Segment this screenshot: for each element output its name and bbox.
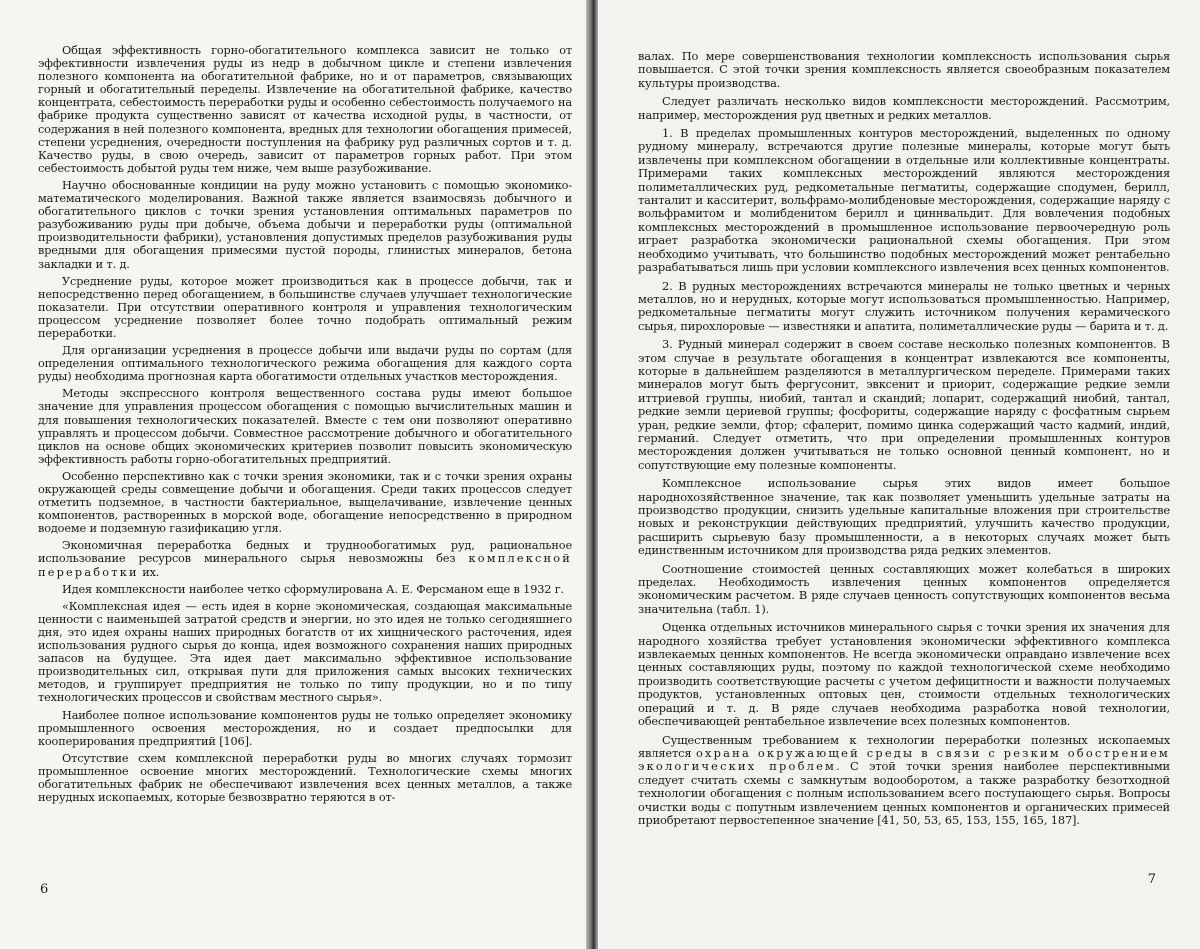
spaced-emphasis: комплексной переработки xyxy=(38,552,572,579)
quote-paragraph: «Комплексная идея — есть идея в корне экономическая, создающая максимальные ценности с наименьшей затратой средств и энергии, но это идея не только сегодняшнего дня, это идея охраны наших природных богатств от их хищнического расточения, идея использования рудного сырья до конца, идея возможного сохранения наших природных запасов на будущее. Эта идея дает максимально эффективное использование производительных сил, открывая пути для приложения самых высоких технических методов, и группирует предприятия не только по типу продукции, но и по типу технологических процессов и свойствам местного сырья». xyxy=(38,599,572,705)
paragraph: Соотношение стоимостей ценных составляющих может колебаться в широких пределах. Необходимость извлечения ценных компонентов определяется экономическим расчетом. В ряде случаев ценность сопутствующих компонентов весьма значительна (табл. 1). xyxy=(638,561,1170,616)
paragraph xyxy=(638,734,1170,828)
paragraph: Оценка отдельных источников минерального сырья с точки зрения их значения для народного хозяйства требует установления экономически эффективного комплекса извлекаемых ценных компонентов. Не всегда экономически оправдано извлечение всех ценных составляющих руды, поэтому по каждой технологической схеме необходимо производить соответствующие расчеты с учетом дефицитности и важности получаемых продуктов, установленных оптовых цен, стоимости отдельных технологических операций и т. д. В ряде случаев необходима разработка новой технологии, обеспечивающей рентабельное извлечение всех полезных компонентов. xyxy=(638,620,1170,729)
paragraph: Особенно перспективно как с точки зрения экономики, так и с точки зрения охраны окружающей среды совмещение добычи и обогащения. Среди таких процессов следует отметить подземное, в частности бактериальное, выщелачивание, извлечение ценных компонентов, растворенных в морской воде, обогащение непосредственно в природном водоеме и подземную газификацию угля. xyxy=(38,469,572,536)
paragraph xyxy=(38,539,572,578)
page-number: 6 xyxy=(40,882,49,897)
paragraph-text: их. xyxy=(138,565,160,579)
left-page-text xyxy=(38,44,572,804)
paragraph: Следует различать несколько видов комплексности месторождений. Рассмотрим, например, месторождения руд цветных и редких металлов. xyxy=(638,94,1170,122)
paragraph: Методы экспрессного контроля вещественного состава руды имеют большое значение для управления процессом обогащения с помощью вычислительных машин и для повышения технологических показателей. Вместе с тем они позволяют оперативно управлять и процессом добычи. Совместное рассмотрение добычного и обогатительного циклов на основе общих экономических критериев позволит повысить экономическую эффективность работы горно-обогатительных предприятий. xyxy=(38,387,572,466)
paragraph: валах. По мере совершенствования технологии комплексность использования сырья повышается. С этой точки зрения комплексность является своеобразным показателем культуры производства. xyxy=(638,49,1170,90)
paragraph-text: . С этой точки зрения наиболее перспективными следует считать схемы с замкнутым водооборотом, а также разработку безотходной технологии обогащения с полным использованием всего поступающего сырья. Вопросы очистки воды с попутным извлечением ценных компонентов и органических примесей приобретают первостепенное значение [41, 50, 53, 65, 153, 155, 165, 187]. xyxy=(638,759,1170,827)
paragraph: 2. В рудных месторождениях встречаются минералы не только цветных и черных металлов, но и нерудных, которые могут использоваться промышленностью. Например, редкометальные пегматиты могут служить источником получения керамического сырья, пирохлоровые — известняки и апатита, полиметаллические руды — барита и т. д. xyxy=(638,278,1170,333)
spaced-emphasis: охрана окружающей среды в связи с резким обострением экологических проблем xyxy=(638,745,1170,774)
paragraph: Научно обоснованные кондиции на руду можно установить с помощью экономико-математического моделирования. Важной также является взаимосвязь добычного и обогатительного циклов с точки зрения установления оптимальных параметров по разубоживанию руды при добыче, объема добычи и переработки руды (оптимальной производительности фабрики), установления допустимых пределов разубоживания руды вредными для обогащения примесями пустой породы, глинистых минералов, бетона закладки и т. д. xyxy=(38,178,572,271)
paragraph: 1. В пределах промышленных контуров месторождений, выделенных по одному рудному минералу, встречаются другие полезные минералы, которые могут быть извлечены при комплексном обогащении в отдельные или коллективные концентраты. Примерами таких комплексных месторождений являются месторождения полиметаллических руд, редкометальные пегматиты, содержащие сподумен, берилл, танталит и касситерит, вольфрамо-молибденовые месторождения, содержащие наряду с вольфрамитом и молибденитом берилл и циннвальдит. Для вовлечения подобных комплексных месторождений в промышленное использование первоочередную роль играет разработка экономически рациональной схемы обогащения. При этом необходимо учитывать, что большинство подобных месторождений может рентабельно разрабатываться лишь при условии комплексного извлечения всех ценных компонентов. xyxy=(638,126,1170,275)
paragraph-text: Экономичная переработка бедных и труднообогатимых руд, рациональное использование ресурсов минерального сырья невозможны без xyxy=(38,539,572,566)
left-page xyxy=(0,0,588,949)
paragraph: Для организации усреднения в процессе добычи или выдачи руды по сортам (для определения оптимального технологического режима обогащения для каждого сорта руды) необходима прогнозная карта обогатимости отдельных участков месторождения. xyxy=(38,344,572,384)
paragraph: 3. Рудный минерал содержит в своем составе несколько полезных компонентов. В этом случае в результате обогащения в концентрат извлекаются все компоненты, которые в дальнейшем разделяются в металлургическом переделе. Примерами таких минералов могут быть фергусонит, эвксенит и приорит, содержащие редкие земли иттриевой группы, ниобий, тантал и скандий; лопарит, содержащий ниобий, тантал, редкие земли цериевой группы; фосфориты, содержащие наряду с фосфатным сырьем уран, редкие земли, фтор; сфалерит, помимо цинка содержащий часто кадмий, индий, германий. Следует отметить, что при определении промышленных контуров месторождения должен учитываться не только основной ценный компонент, но и сопутствующие ему полезные компоненты. xyxy=(638,337,1170,472)
paragraph-text: Существенным требованием к технологии переработки полезных ископаемых является xyxy=(638,732,1170,760)
right-page-text xyxy=(638,50,1170,827)
paragraph: Усреднение руды, которое может производиться как в процессе добычи, так и непосредственно перед обогащением, в большинстве случаев улучшает технологические показатели. При отсутствии оперативного контроля и управления технологическим процессом усреднение позволяет более точно подобрать оптимальный режим переработки. xyxy=(38,274,572,340)
paragraph: Идея комплексности наиболее четко сформулирована А. Е. Ферсманом еще в 1932 г. xyxy=(62,582,564,596)
paragraph: Комплексное использование сырья этих видов имеет большое народнохозяйственное значение, так как позволяет уменьшить удельные затраты на производство продукции, снизить удельные капитальные вложения при строительстве новых и реконструкции действующих предприятий, улучшить качество продукции, расширить сырьевую базу промышленности, а в некоторых случаях может быть единственным источником для производства ряда редких элементов. xyxy=(638,476,1170,558)
page-number: 7 xyxy=(1147,872,1156,887)
right-page xyxy=(598,0,1200,949)
paragraph: Отсутствие схем комплексной переработки руды во многих случаях тормозит промышленное освоение многих месторождений. Технологические схемы многих обогатительных фабрик не обеспечивают извлечения всех ценных металлов, а также нерудных ископаемых, которые безвозвратно теряются в от- xyxy=(38,751,572,805)
paragraph: Наиболее полное использование компонентов руды не только определяет экономику промышленного освоения месторождения, но и создает предпосылки для кооперирования предприятий [106]. xyxy=(38,708,572,748)
paragraph: Общая эффективность горно-обогатительного комплекса зависит не только от эффективности извлечения руды из недр в добычном цикле и степени извлечения полезного компонента на обогатительной фабрике, но и от параметров, связывающих горный и обогатительный переделы. Извлечение на обогатительной фабрике, качество концентрата, себестоимость переработки руды и особенно себестоимость получаемого на фабрике продукта существенно зависят от качества исходной руды, в частности, от содержания в ней полезного компонента, вредных для технологии обогащения примесей, степени усреднения, очередности поступления на фабрику руд различных сортов и т. д. Качество руды, в свою очередь, зависит от параметров горных работ. При этом себестоимость добытой руды тем ниже, чем выше разубоживание. xyxy=(38,44,572,175)
